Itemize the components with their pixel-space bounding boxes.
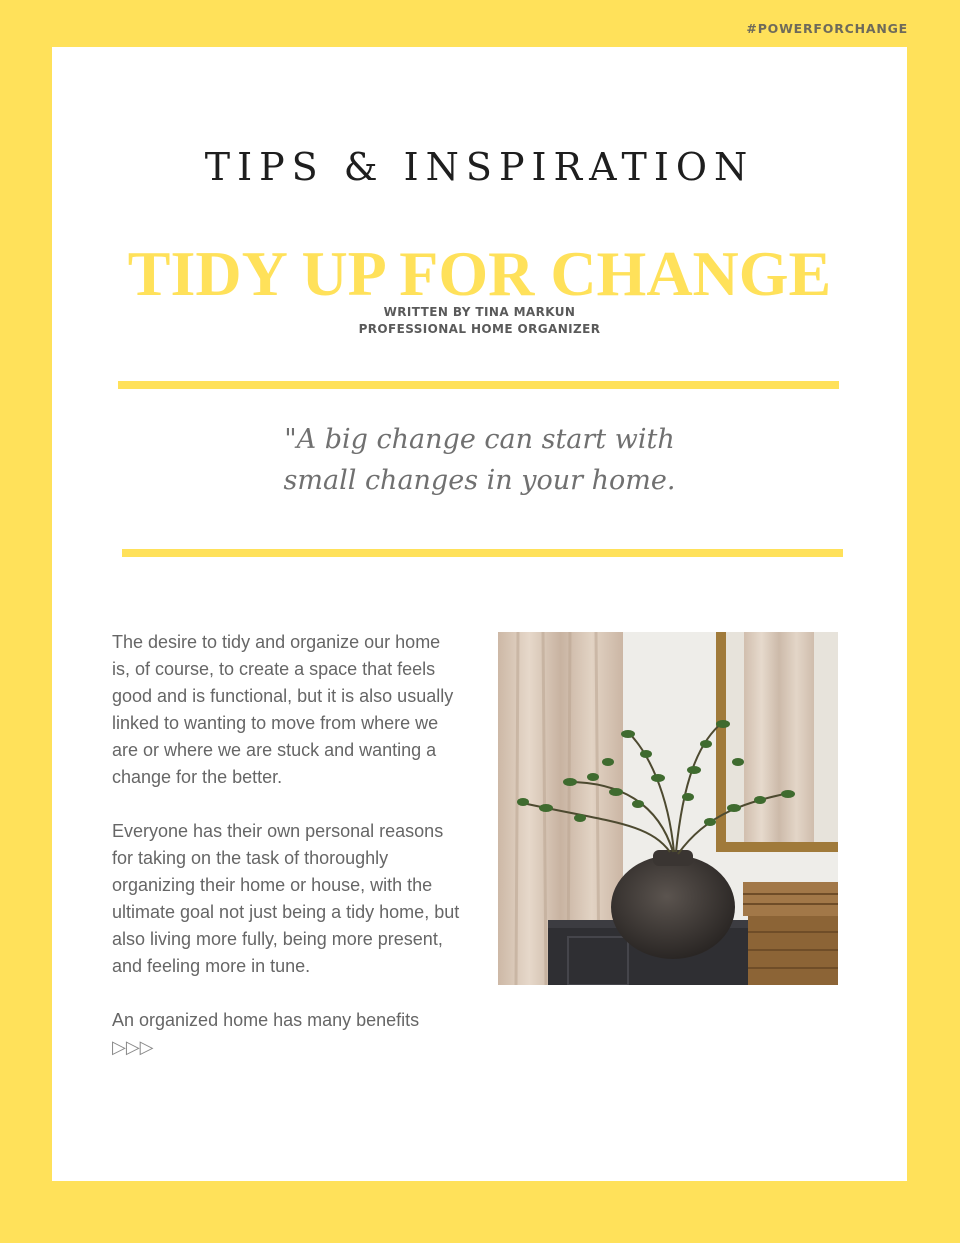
divider-top bbox=[118, 381, 839, 389]
article-body bbox=[112, 629, 462, 1061]
divider-bottom bbox=[122, 549, 843, 557]
page-title: TIDY UP FOR CHANGE bbox=[127, 238, 832, 309]
author-role: PROFESSIONAL HOME ORGANIZER bbox=[358, 322, 601, 336]
vase-illustration-icon bbox=[498, 632, 838, 985]
section-kicker: TIPS & INSPIRATION bbox=[204, 145, 755, 189]
paragraph-2: Everyone has their own personal reasons for taking on the task of thoroughly organizing their home or house, with the ultimate goal not just being a tidy home, but also living more fully, being more present, and feeling more in tune. bbox=[112, 821, 460, 976]
paragraph-1: The desire to tidy and organize our home is, of course, to create a space that feels good and is functional, but it is also usually linked to wanting to move from where we are or where we are stuck and wanting a change for the better. bbox=[112, 632, 454, 787]
paragraph-3-text: An organized home has many benefits bbox=[112, 1010, 420, 1030]
author-byline: WRITTEN BY TINA MARKUN bbox=[383, 305, 576, 319]
hashtag: #POWERFORCHANGE bbox=[746, 21, 908, 36]
vase-photo bbox=[498, 632, 838, 985]
page-card bbox=[52, 47, 907, 1181]
arrows-icon: ▷▷▷ bbox=[112, 1037, 154, 1057]
paragraph-3 bbox=[112, 1007, 462, 1061]
quote-line-2: small changes in your home. bbox=[283, 465, 676, 496]
quote-line-1: "A big change can start with bbox=[284, 424, 675, 455]
